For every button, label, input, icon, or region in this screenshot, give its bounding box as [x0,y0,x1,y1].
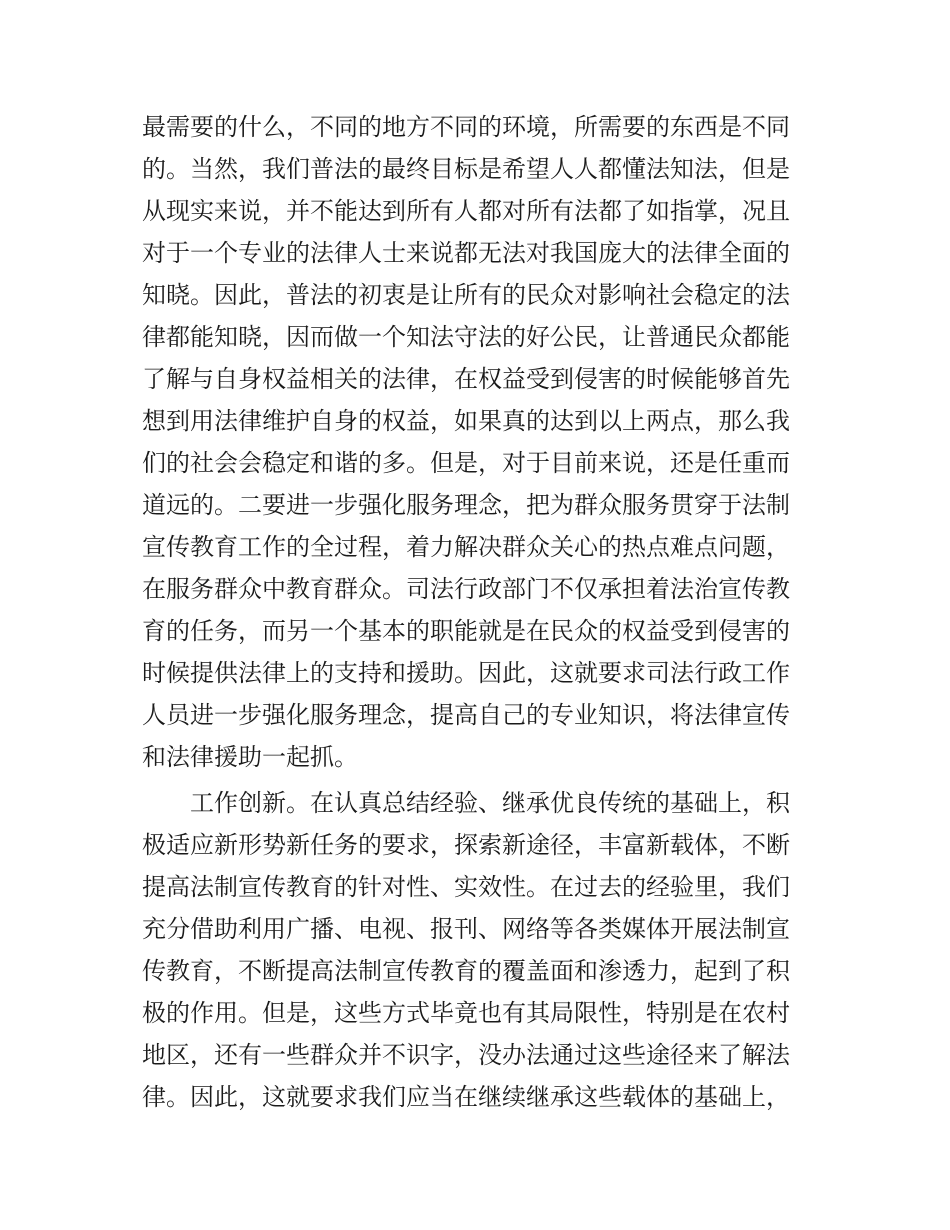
text-line: 律。因此，这就要求我们应当在继续继承这些载体的基础上， [142,1083,790,1111]
text-line: 想到用法律维护自身的权益，如果真的达到以上两点，那么我 [142,407,790,435]
text-line: 在服务群众中教育群众。司法行政部门不仅承担着法治宣传教 [142,575,790,603]
text-line: 从现实来说，并不能达到所有人都对所有法都了如指掌，况且 [142,197,790,225]
text-line: 地区，还有一些群众并不识字，没办法通过这些途径来了解法 [142,1041,790,1069]
paragraph-2 [142,782,812,1118]
text-line: 极的作用。但是，这些方式毕竟也有其局限性，特别是在农村 [142,999,790,1027]
text-line: 了解与自身权益相关的法律，在权益受到侵害的时候能够首先 [142,365,790,393]
text-line: 育的任务，而另一个基本的职能就是在民众的权益受到侵害的 [142,617,790,645]
text-line: 们的社会会稳定和谐的多。但是，对于目前来说，还是任重而 [142,449,790,477]
text-line: 的。当然，我们普法的最终目标是希望人人都懂法知法，但是 [142,155,790,183]
text-line: 极适应新形势新任务的要求，探索新途径，丰富新载体，不断 [142,831,790,859]
text-line: 道远的。二要进一步强化服务理念，把为群众服务贯穿于法制 [142,491,790,519]
text-line: 充分借助利用广播、电视、报刊、网络等各类媒体开展法制宣 [142,915,790,943]
text-line: 知晓。因此，普法的初衷是让所有的民众对影响社会稳定的法 [142,281,790,309]
paragraph-1 [142,106,812,778]
text-line: 时候提供法律上的支持和援助。因此，这就要求司法行政工作 [142,659,790,687]
text-line-indented: 工作创新。在认真总结经验、继承优良传统的基础上，积 [190,789,790,817]
text-line: 最需要的什么，不同的地方不同的环境，所需要的东西是不同 [142,113,790,141]
text-line: 提高法制宣传教育的针对性、实效性。在过去的经验里，我们 [142,873,790,901]
text-line: 律都能知晓，因而做一个知法守法的好公民，让普通民众都能 [142,323,790,351]
text-line: 和法律援助一起抓。 [142,743,358,771]
text-line: 对于一个专业的法律人士来说都无法对我国庞大的法律全面的 [142,239,790,267]
document-page [142,106,812,1118]
text-line: 人员进一步强化服务理念，提高自己的专业知识，将法律宣传 [142,701,790,729]
text-line: 宣传教育工作的全过程，着力解决群众关心的热点难点问题， [142,533,790,561]
text-line: 传教育，不断提高法制宣传教育的覆盖面和渗透力，起到了积 [142,957,790,985]
